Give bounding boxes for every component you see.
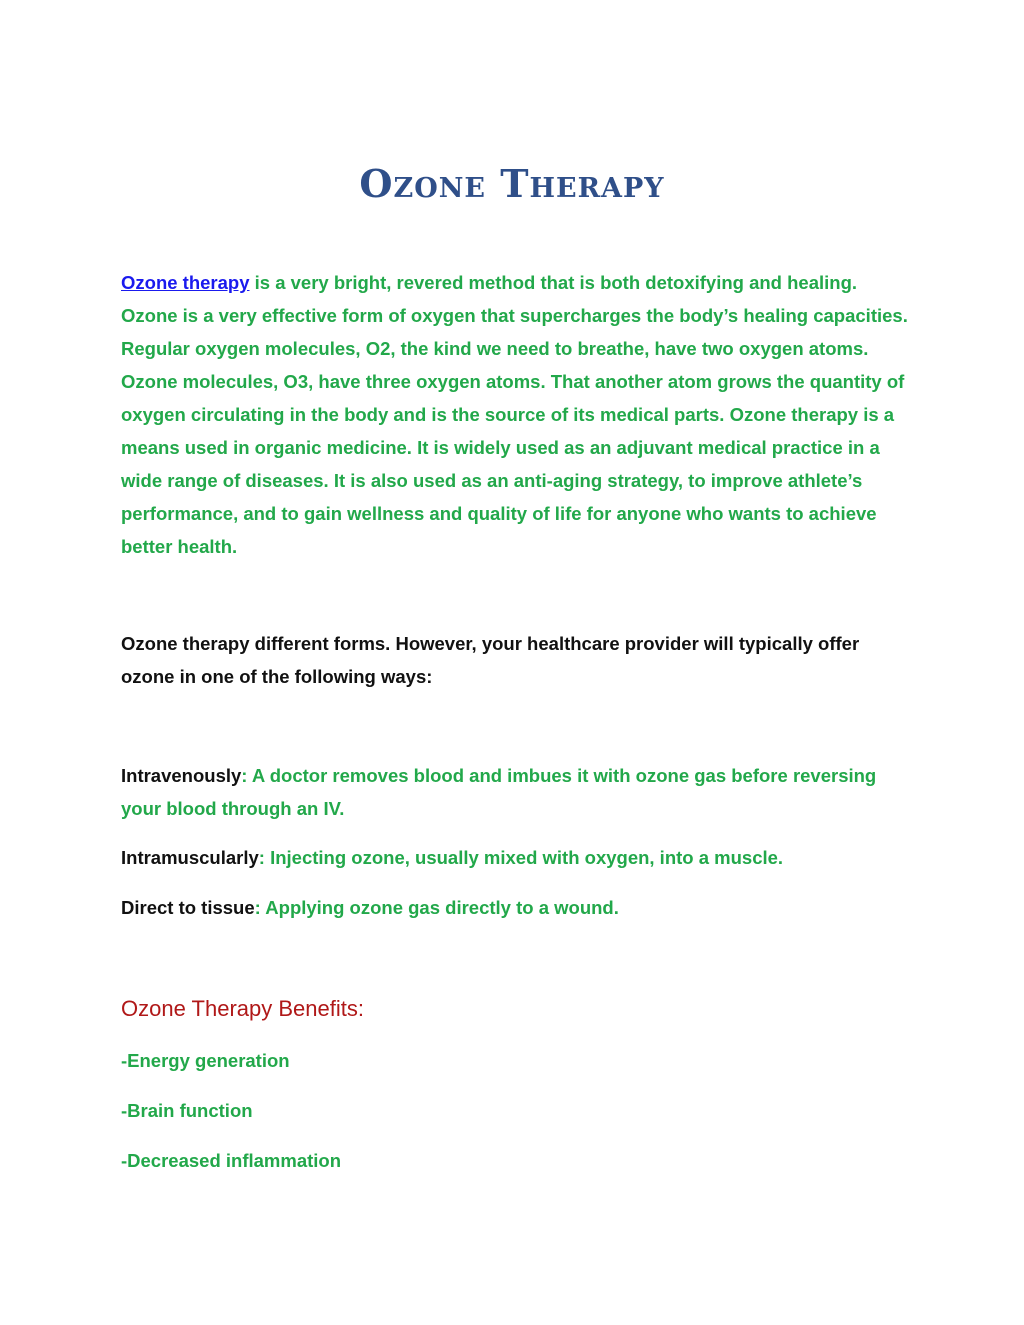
intro-text: is a very bright, revered method that is both detoxifying and healing. Ozone is a very effective form of oxygen that supercharges the body’s healing capacities. Regular oxygen molecules, O2, the kind we need to breathe, have two oxygen atoms. Ozone molecules, O3, have three oxygen atoms. That another atom grows the quantity of oxygen circulating in the body and is the source of its medical parts. Ozone therapy is a means used in organic medicine. It is widely used as an adjuvant medical practice in a wide range of diseases. It is also used as an anti-aging strategy, to improve athlete’s performance, and to gain wellness and quality of life for anyone who wants to achieve better health.	[121, 272, 908, 557]
forms-paragraph: Ozone therapy different forms. However, your healthcare provider will typically offer ozone in one of the following ways:	[121, 633, 860, 687]
benefit-item: -Brain function	[121, 1100, 253, 1121]
benefit-item: -Decreased inflammation	[121, 1150, 342, 1171]
method-description: Applying ozone gas directly to a wound.	[265, 897, 619, 918]
method-item	[121, 759, 911, 825]
method-description: A doctor removes blood and imbues it with ozone gas before reversing your blood through an IV.	[121, 765, 877, 819]
method-separator: :	[258, 847, 271, 868]
benefits-heading: Ozone Therapy Benefits:	[121, 996, 364, 1021]
page-title: Ozone Therapy	[359, 161, 665, 206]
method-name: Intramuscularly	[121, 847, 259, 868]
method-separator: :	[241, 765, 252, 786]
method-name: Intravenously	[121, 765, 242, 786]
ozone-therapy-link[interactable]: Ozone therapy	[121, 272, 250, 293]
method-separator: :	[254, 897, 266, 918]
method-item	[121, 841, 911, 874]
intro-paragraph	[121, 266, 911, 563]
method-description: Injecting ozone, usually mixed with oxygen, into a muscle.	[270, 847, 784, 868]
method-name: Direct to tissue	[121, 897, 255, 918]
method-item	[121, 891, 911, 924]
benefit-item: -Energy generation	[121, 1050, 290, 1071]
